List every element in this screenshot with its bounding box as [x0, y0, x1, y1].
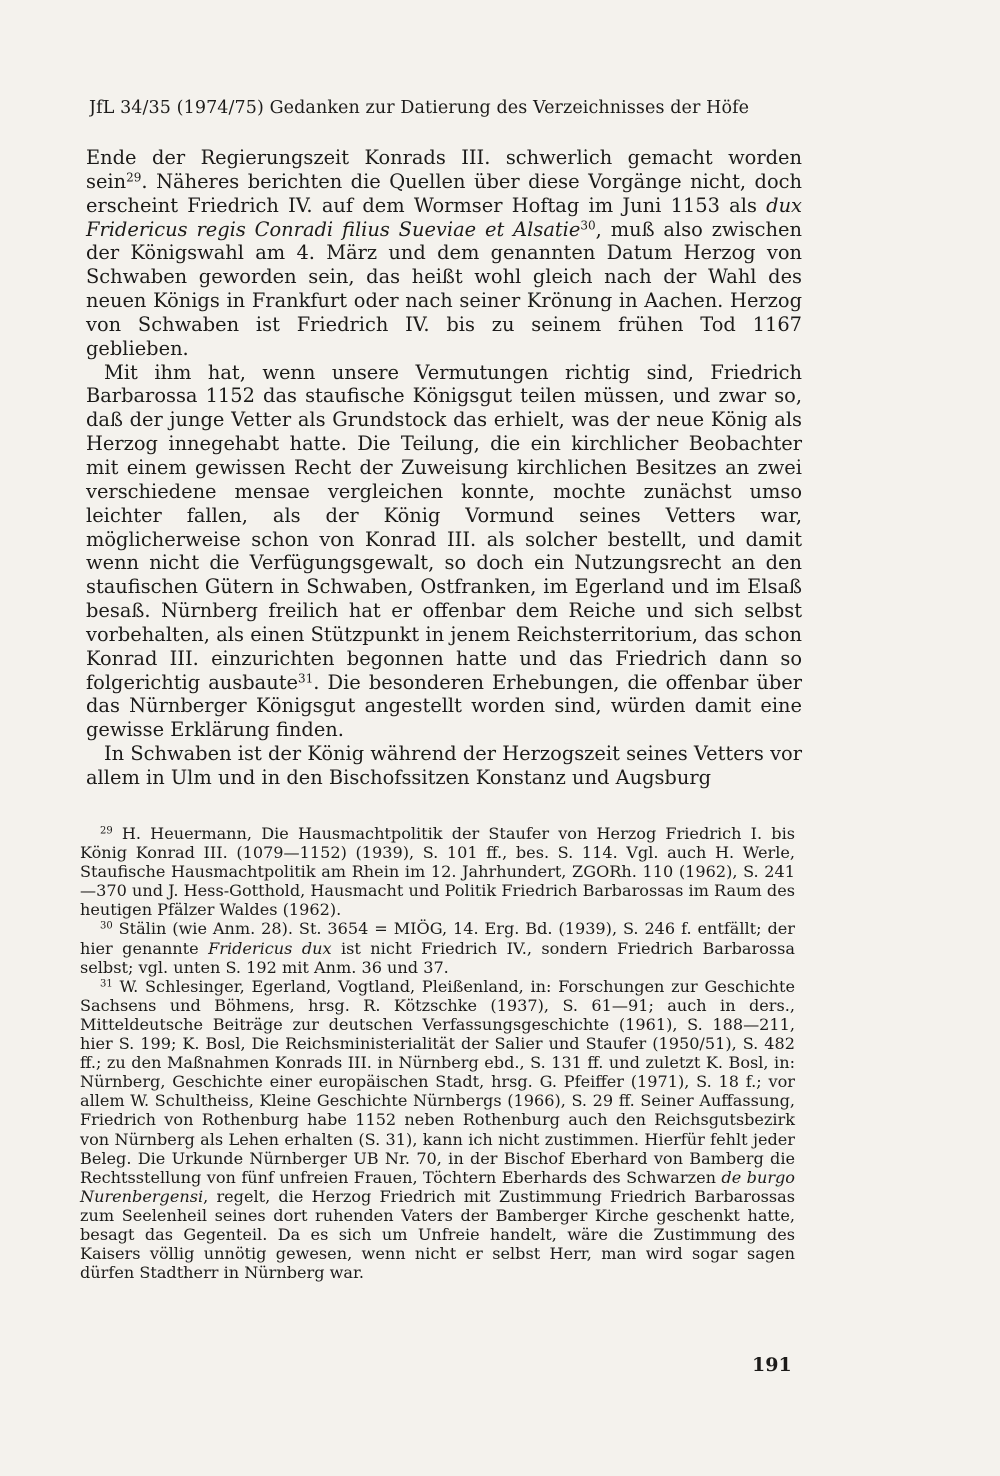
text-run: In Schwaben ist der König während der Herzogszeit seines Vetters vor allem in Ulm und in den Bischofssitzen Konstanz und Augsburg — [86, 742, 802, 789]
note-marker: 30 — [100, 920, 113, 932]
text-run: W. Schlesinger, Egerland, Vogtland, Pleißenland, in: Forschungen zur Geschichte Sachsens und Böhmens, hrsg. R. Kötzschke (1937), S. 61—91; auch in ders., Mitteldeutsche Beiträge zur deutschen Verfassungsgeschichte (1961), S. 188—211, hier S. 199; K. Bosl, Die Reichsministerialität der Salier und Staufer (1950/51), S. 482 ff.; zu den Maßnahmen Konrads III. in Nürnberg ebd., S. 131 ff. und zuletzt K. Bosl, in: Nürnberg, Geschichte einer europäischen Stadt, hrsg. G. Pfeiffer (1971), S. 18 f.; vor allem W. Schultheiss, Kleine Geschichte Nürnbergs (1966), S. 29 ff. Seiner Auffassung, Friedrich von Rothenburg habe 1152 neben Rothenburg auch den Reichsgutsbezirk von Nürnberg als Lehen erhalten (S. 31), kann ich nicht zustimmen. Hierfür fehlt jeder Beleg. Die Urkunde Nürnberger UB Nr. 70, in der Bischof Eberhard von Bamberg die Rechtsstellung von fünf unfreien Frauen, Töchtern Eberhards des Schwarzen — [80, 976, 795, 1187]
paragraph — [86, 146, 802, 361]
main-text — [86, 146, 802, 790]
footnote-30 — [80, 919, 795, 976]
text-run: . Die besonderen Erhebungen, die offenbar über das Nürnberger Königsgut angestellt worden sind, würden damit eine gewisse Erklärung finden. — [86, 670, 802, 742]
page-number: 191 — [752, 1354, 792, 1376]
paragraph — [86, 361, 802, 743]
italic-text: dux Fridericus regis Conradi filius Sueviae et Alsatie — [86, 193, 802, 241]
text-run: Ende der Regierungszeit Konrads III. schwerlich gemacht worden sein — [86, 146, 802, 193]
text-run: H. Heuermann, Die Hausmachtpolitik der Staufer von Herzog Friedrich I. bis König Konrad III. (1079—1152) (1939), S. 101 ff., bes. S. 114. Vgl. auch H. Werle, Staufische Hausmachtpolitik am Rhein im 12. Jahrhundert, ZGORh. 110 (1962), S. 241—370 und J. Hess-Gotthold, Hausmacht und Politik Friedrich Barbarossas im Raum des heutigen Pfälzer Waldes (1962). — [80, 824, 795, 920]
text-run: . Näheres berichten die Quellen über diese Vorgänge nicht, doch erscheint Friedrich IV. auf dem Wormser Hoftag im Juni 1153 als — [86, 169, 802, 217]
text-run: Stälin (wie Anm. 28). St. 3654 = MIÖG, 14. Erg. Bd. (1939), S. 246 f. entfällt; der hier genannte — [80, 919, 795, 958]
note-marker: 31 — [297, 670, 314, 685]
paragraph — [86, 742, 802, 790]
text-run: Mit ihm hat, wenn unsere Vermutungen richtig sind, Friedrich Barbarossa 1152 das staufische Königsgut teilen müssen, und zwar so, daß der junge Vetter als Grundstock das erhielt, was der neue König als Herzog innegehabt hatte. Die Teilung, die ein kirchlicher Beobachter mit einem gewissen Recht der Zuweisung kirchlichen Besitzes an zwei verschiedene mensae vergleichen konnte, mochte zunächst umso leichter fallen, als der König Vormund seines Vetters war, möglicherweise schon von Konrad III. als solcher bestellt, und damit wenn nicht die Verfügungsgewalt, so doch ein Nutzungsrecht an den staufischen Gütern in Schwaben, Ostfranken, im Egerland und im Elsaß besaß. Nürnberg freilich hat er offenbar dem Reiche und sich selbst vorbehalten, als einen Stützpunkt in jenem Reichsterritorium, das schon Konrad III. einzurichten begonnen hatte und das Friedrich dann so folgerichtig ausbaute — [86, 360, 802, 694]
text-run: , muß also zwischen der Königswahl am 4. März und dem genannten Datum Herzog von Schwaben geworden sein, das heißt wohl gleich nach der Wahl des neuen Königs in Frankfurt oder nach seiner Krönung in Aachen. Herzog von Schwaben ist Friedrich IV. bis zu seinem frühen Tod 1167 geblieben. — [86, 217, 802, 360]
italic-text: Fridericus dux — [208, 938, 332, 958]
text-run: , regelt, die Herzog Friedrich mit Zustimmung Friedrich Barbarossas zum Seelenheil seines dort ruhenden Vaters der Bamberger Kirche geschenkt hatte, besagt das Gegenteil. Da es sich um Unfreie handelt, wäre die Zustimmung des Kaisers völlig unnötig gewesen, wenn nicht er selbst Herr, man wird sogar sagen dürfen Stadtherr in Nürnberg war. — [80, 1186, 795, 1283]
footnotes — [80, 824, 795, 1282]
italic-text: de burgo Nurenbergensi — [80, 1167, 795, 1206]
note-marker: 30 — [580, 217, 596, 232]
footnote-31 — [80, 977, 795, 1283]
note-marker: 29 — [100, 825, 113, 837]
footnote-29 — [80, 824, 795, 919]
running-head: JfL 34/35 (1974/75) Gedanken zur Datierung des Verzeichnisses der Höfe — [89, 98, 750, 118]
note-marker: 29 — [126, 170, 142, 185]
text-run: ist nicht Friedrich IV., sondern Friedrich Barbarossa selbst; vgl. unten S. 192 mit Anm. 36 und 37. — [80, 938, 795, 977]
note-marker: 31 — [100, 978, 113, 990]
